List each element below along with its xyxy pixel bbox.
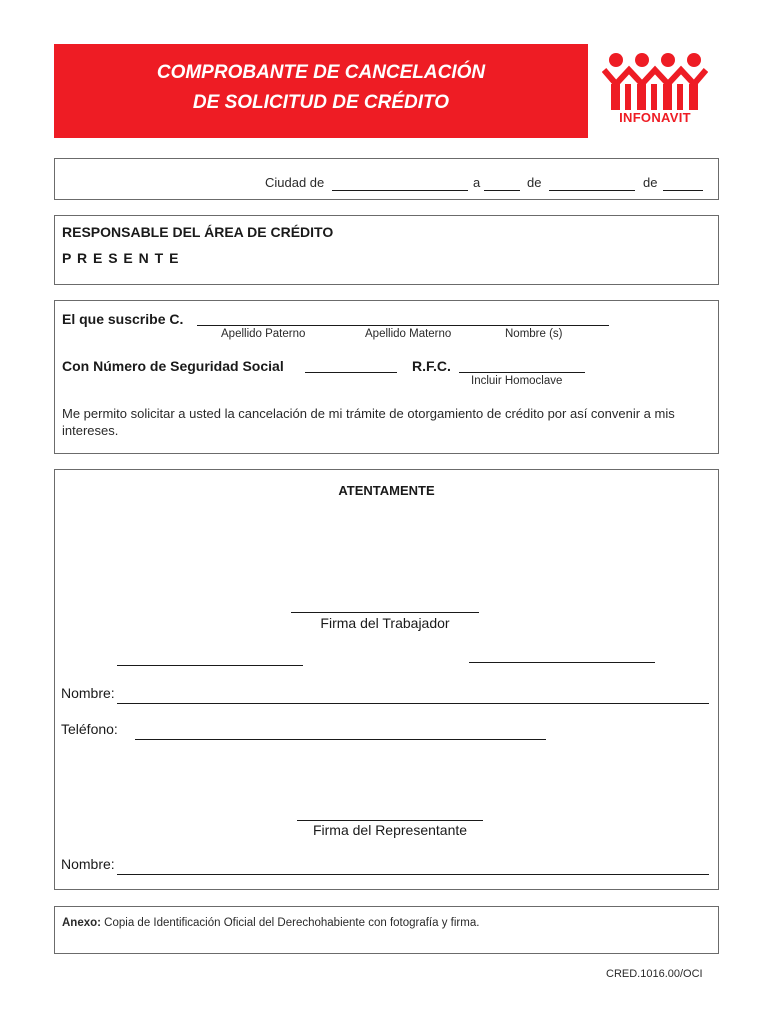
right-signature-line[interactable] xyxy=(469,662,655,663)
annex-section xyxy=(54,906,719,954)
annex-text xyxy=(62,917,479,929)
de-label-2: de xyxy=(643,175,658,190)
ciudad-label: Ciudad de xyxy=(265,175,325,190)
document-title-line-1: COMPROBANTE DE CANCELACIÓN xyxy=(156,62,486,83)
request-body: Me permito solicitar a usted la cancelación de mi trámite de otorgamiento de crédito por así convenir a mis intereses. xyxy=(62,406,675,438)
infonavit-logo-text: INFONAVIT xyxy=(619,110,691,125)
telefono-field[interactable] xyxy=(135,739,546,740)
addressee-section xyxy=(54,215,719,285)
month-field[interactable] xyxy=(549,190,635,191)
nombre-field-2[interactable] xyxy=(117,874,709,875)
nss-field[interactable] xyxy=(305,372,397,373)
homoclave-caption: Incluir Homoclave xyxy=(471,375,563,387)
nombre-label-1: Nombre: xyxy=(61,685,115,701)
firma-trabajador-line[interactable] xyxy=(291,612,479,613)
addressee-line-1: RESPONSABLE DEL ÁREA DE CRÉDITO xyxy=(62,224,334,240)
infonavit-logo-icon xyxy=(602,50,708,112)
ciudad-field[interactable] xyxy=(332,190,468,191)
firma-trabajador-caption: Firma del Trabajador xyxy=(320,615,450,631)
request-section xyxy=(54,300,719,454)
day-field[interactable] xyxy=(484,190,520,191)
left-signature-line[interactable] xyxy=(117,665,303,666)
apellido-materno-caption: Apellido Materno xyxy=(365,328,452,340)
name-field[interactable] xyxy=(197,325,609,326)
firma-representante-line[interactable] xyxy=(297,820,483,821)
telefono-label: Teléfono: xyxy=(61,721,118,737)
signature-section xyxy=(54,469,719,890)
nombre-label-2: Nombre: xyxy=(61,856,115,872)
annex-description: Copia de Identificación Oficial del Derechohabiente con fotografía y firma. xyxy=(100,917,480,929)
apellido-paterno-caption: Apellido Paterno xyxy=(221,328,306,340)
nss-label: Con Número de Seguridad Social xyxy=(62,358,284,374)
de-label-1: de xyxy=(527,175,542,190)
annex-label: Anexo: xyxy=(62,917,101,929)
rfc-label: R.F.C. xyxy=(412,358,451,374)
suscribe-label: El que suscribe C. xyxy=(62,311,184,327)
date-section xyxy=(54,158,719,200)
document-title-line-2: DE SOLICITUD DE CRÉDITO xyxy=(192,92,450,113)
atentamente-heading: ATENTAMENTE xyxy=(338,483,435,498)
rfc-field[interactable] xyxy=(459,372,585,373)
header-band xyxy=(54,44,588,138)
year-field[interactable] xyxy=(663,190,703,191)
addressee-line-2: P R E S E N T E xyxy=(62,250,180,266)
a-label: a xyxy=(473,175,481,190)
nombre-caption: Nombre (s) xyxy=(505,328,563,340)
firma-representante-caption: Firma del Representante xyxy=(312,822,468,838)
document-code: CRED.1016.00/OCI xyxy=(606,968,703,980)
nombre-field-1[interactable] xyxy=(117,703,709,704)
